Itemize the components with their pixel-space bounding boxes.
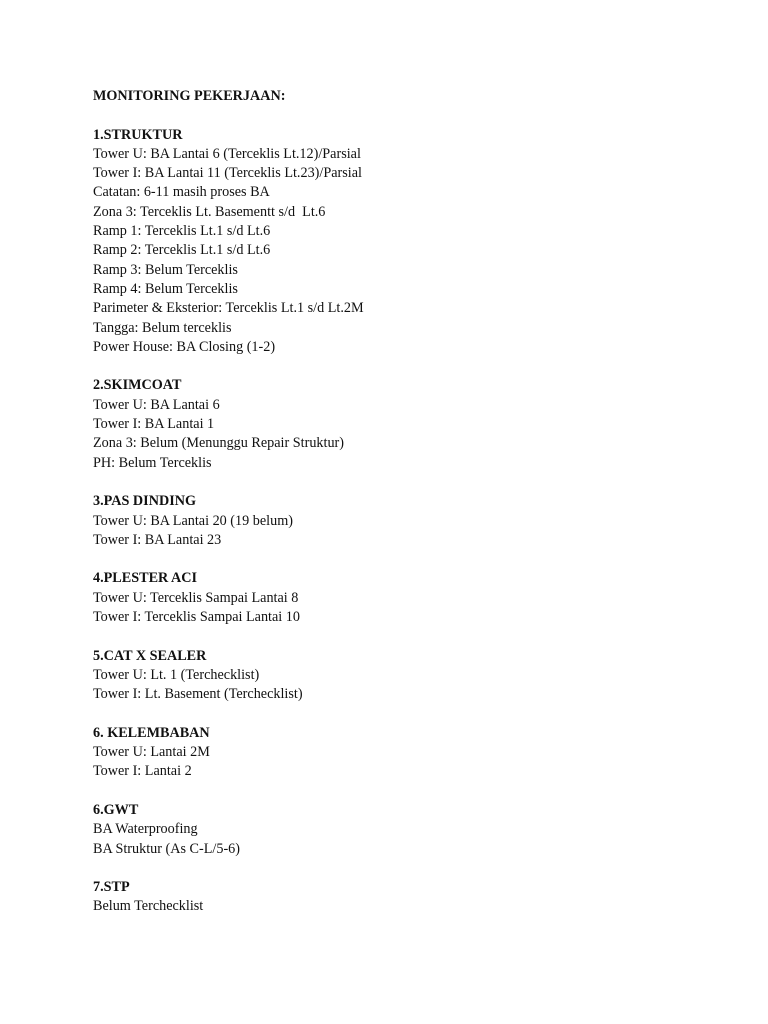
- section-gwt: [93, 801, 733, 859]
- section-line: Tower U: Terceklis Sampai Lantai 8: [93, 589, 299, 606]
- section-heading: 5.CAT X SEALER: [93, 647, 207, 664]
- section-line: Tower U: BA Lantai 6 (Terceklis Lt.12)/Parsial: [93, 145, 361, 162]
- document-page: [93, 87, 733, 936]
- section-heading: 4.PLESTER ACI: [93, 570, 198, 587]
- section-kelembaban: [93, 724, 733, 782]
- section-line: Tower U: BA Lantai 6: [93, 396, 220, 413]
- section-cat-x-sealer: [93, 647, 733, 705]
- document-title: MONITORING PEKERJAAN:: [93, 88, 286, 104]
- section-skimcoat: [93, 376, 733, 472]
- section-line: Tower U: BA Lantai 20 (19 belum): [93, 512, 293, 529]
- section-heading: 3.PAS DINDING: [93, 493, 196, 510]
- section-line: PH: Belum Terceklis: [93, 454, 212, 471]
- section-line: Tower I: Terceklis Sampai Lantai 10: [93, 609, 300, 626]
- section-line: Ramp 2: Terceklis Lt.1 s/d Lt.6: [93, 242, 271, 259]
- section-struktur: [93, 126, 733, 358]
- section-line: Zona 3: Terceklis Lt. Basementt s/d Lt.6: [93, 203, 326, 220]
- section-line: Tower I: BA Lantai 11 (Terceklis Lt.23)/Parsial: [93, 165, 362, 182]
- section-pas-dinding: [93, 492, 733, 550]
- section-line: Zona 3: Belum (Menunggu Repair Struktur): [93, 435, 344, 452]
- section-line: Tower I: Lt. Basement (Terchecklist): [93, 686, 303, 703]
- section-line: Power House: BA Closing (1-2): [93, 338, 276, 355]
- section-line: Tower I: BA Lantai 1: [93, 416, 215, 433]
- section-line: Belum Terchecklist: [93, 898, 204, 915]
- section-plester-aci: [93, 569, 733, 627]
- section-heading: 6. KELEMBABAN: [93, 724, 210, 741]
- section-heading: 1.STRUKTUR: [93, 126, 183, 143]
- section-line: BA Struktur (As C-L/5-6): [93, 840, 240, 857]
- section-heading: 7.STP: [93, 879, 130, 896]
- section-heading: 6.GWT: [93, 801, 139, 818]
- section-line: Ramp 3: Belum Terceklis: [93, 261, 238, 278]
- section-line: BA Waterproofing: [93, 821, 198, 838]
- section-line: Parimeter & Eksterior: Terceklis Lt.1 s/d Lt.2M: [93, 300, 364, 317]
- section-line: Tower U: Lt. 1 (Terchecklist): [93, 666, 260, 683]
- section-line: Tower U: Lantai 2M: [93, 744, 210, 761]
- section-line: Tower I: Lantai 2: [93, 763, 192, 780]
- section-stp: [93, 878, 733, 917]
- section-line: Tower I: BA Lantai 23: [93, 531, 222, 548]
- section-line: Catatan: 6-11 masih proses BA: [93, 184, 270, 201]
- section-line: Ramp 4: Belum Terceklis: [93, 280, 238, 297]
- section-line: Ramp 1: Terceklis Lt.1 s/d Lt.6: [93, 223, 271, 240]
- section-line: Tangga: Belum terceklis: [93, 319, 232, 336]
- section-heading: 2.SKIMCOAT: [93, 377, 182, 394]
